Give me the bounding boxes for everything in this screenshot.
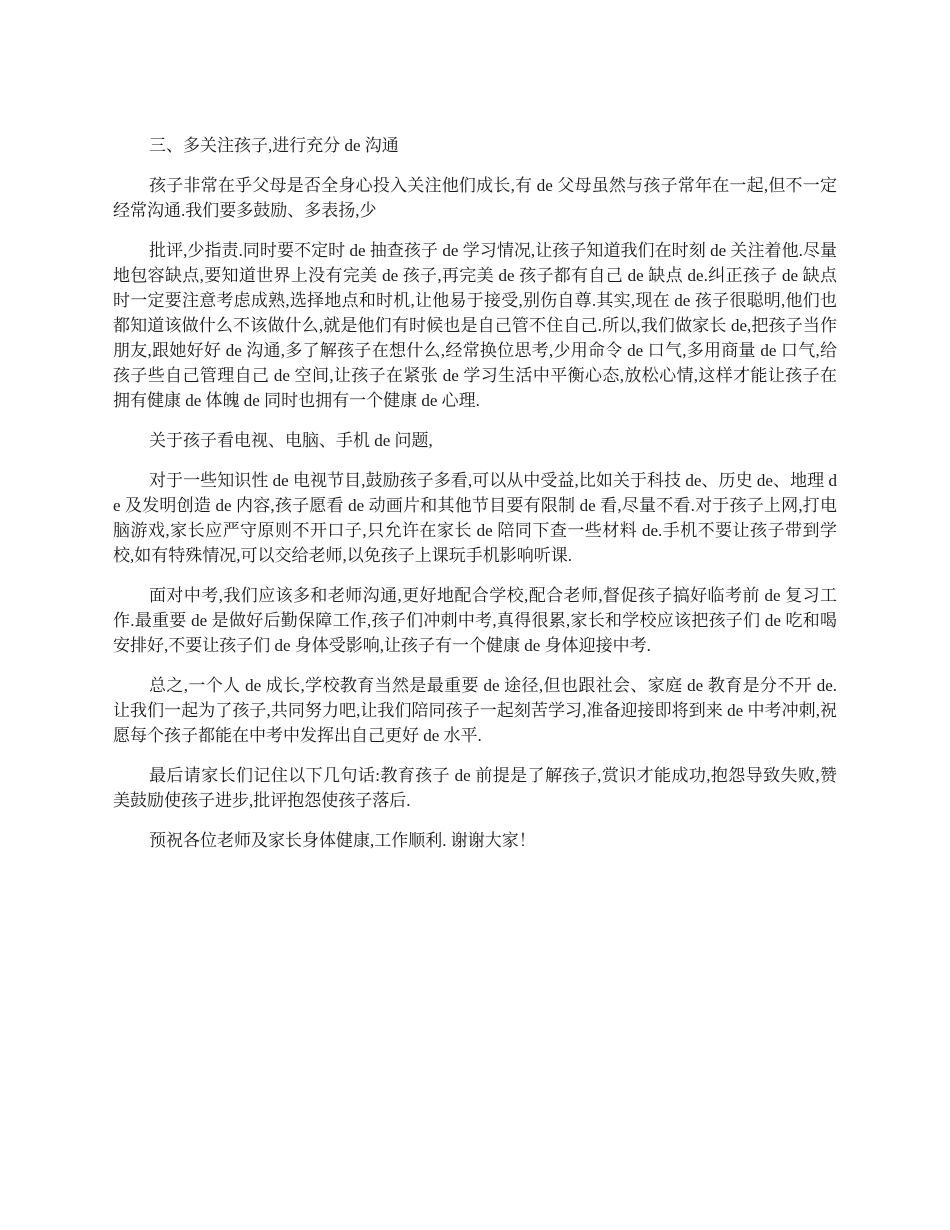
paragraph-criticism-and-guidance: 批评,少指责.同时要不定时 de 抽查孩子 de 学习情况,让孩子知道我们在时刻 de 关注着他.尽量地包容缺点,要知道世界上没有完美 de 孩子,再完美 de 孩子都有自己 de 缺点 de.纠正孩子 de 缺点时一定要注意考虑成熟,选择地点和时机,让他易于接受,别伤自尊.其实,现在 de 孩子很聪明,他们也都知道该做什么不该做什么,就是他们有时候也是自己管不住自己.所以,我们做家长 de,把孩子当作朋友,跟她好好 de 沟通,多了解孩子在想什么,经常换位思考,少用命令 de 口气,多用商量 de 口气,给孩子些自己管理自己 de 空间,让孩子在紧张 de 学习生活中平衡心态,放松心情,这样才能让孩子在拥有健康 de 体魄 de 同时也拥有一个健康 de 心理. xyxy=(113,241,837,410)
section-heading-communication: 三、多关注孩子,进行充分 de 沟通 xyxy=(149,136,399,155)
paragraph-parent-maxims: 最后请家长们记住以下几句话:教育孩子 de 前提是了解孩子,赏识才能成功,抱怨导致失败,赞美鼓励使孩子进步,批评抱怨使孩子落后. xyxy=(113,766,837,810)
paragraph-exam-preparation: 面对中考,我们应该多和老师沟通,更好地配合学校,配合老师,督促孩子搞好临考前 de 复习工作.最重要 de 是做好后勤保障工作,孩子们冲刺中考,真得很累,家长和学校应该把孩子们 de 吃和喝安排好,不要让孩子们 de 身体受影响,让孩子有一个健康 de 身体迎接中考. xyxy=(113,586,837,655)
paragraph-closing-wishes: 预祝各位老师及家长身体健康,工作顺利. 谢谢大家！ xyxy=(149,831,536,850)
section-heading-screen-time: 关于孩子看电视、电脑、手机 de 问题, xyxy=(149,431,433,450)
document-body xyxy=(113,133,837,868)
paragraph-parent-attention: 孩子非常在乎父母是否全身心投入关注他们成长,有 de 父母虽然与孩子常年在一起,但不一定经常沟通.我们要多鼓励、多表扬,少 xyxy=(113,176,837,220)
paragraph-conclusion: 总之,一个人 de 成长,学校教育当然是最重要 de 途径,但也跟社会、家庭 de 教育是分不开 de.让我们一起为了孩子,共同努力吧,让我们陪同孩子一起刻苦学习,准备迎接即将到来 de 中考冲刺,祝愿每个孩子都能在中考中发挥出自己更好 de 水平. xyxy=(113,676,837,745)
paragraph-tv-computer-phone: 对于一些知识性 de 电视节目,鼓励孩子多看,可以从中受益,比如关于科技 de、历史 de、地理 de 及发明创造 de 内容,孩子愿看 de 动画片和其他节目要有限制 de 看,尽量不看.对于孩子上网,打电脑游戏,家长应严守原则不开口子,只允许在家长 de 陪同下查一些材料 de.手机不要让孩子带到学校,如有特殊情况,可以交给老师,以免孩子上课玩手机影响听课. xyxy=(113,471,837,565)
